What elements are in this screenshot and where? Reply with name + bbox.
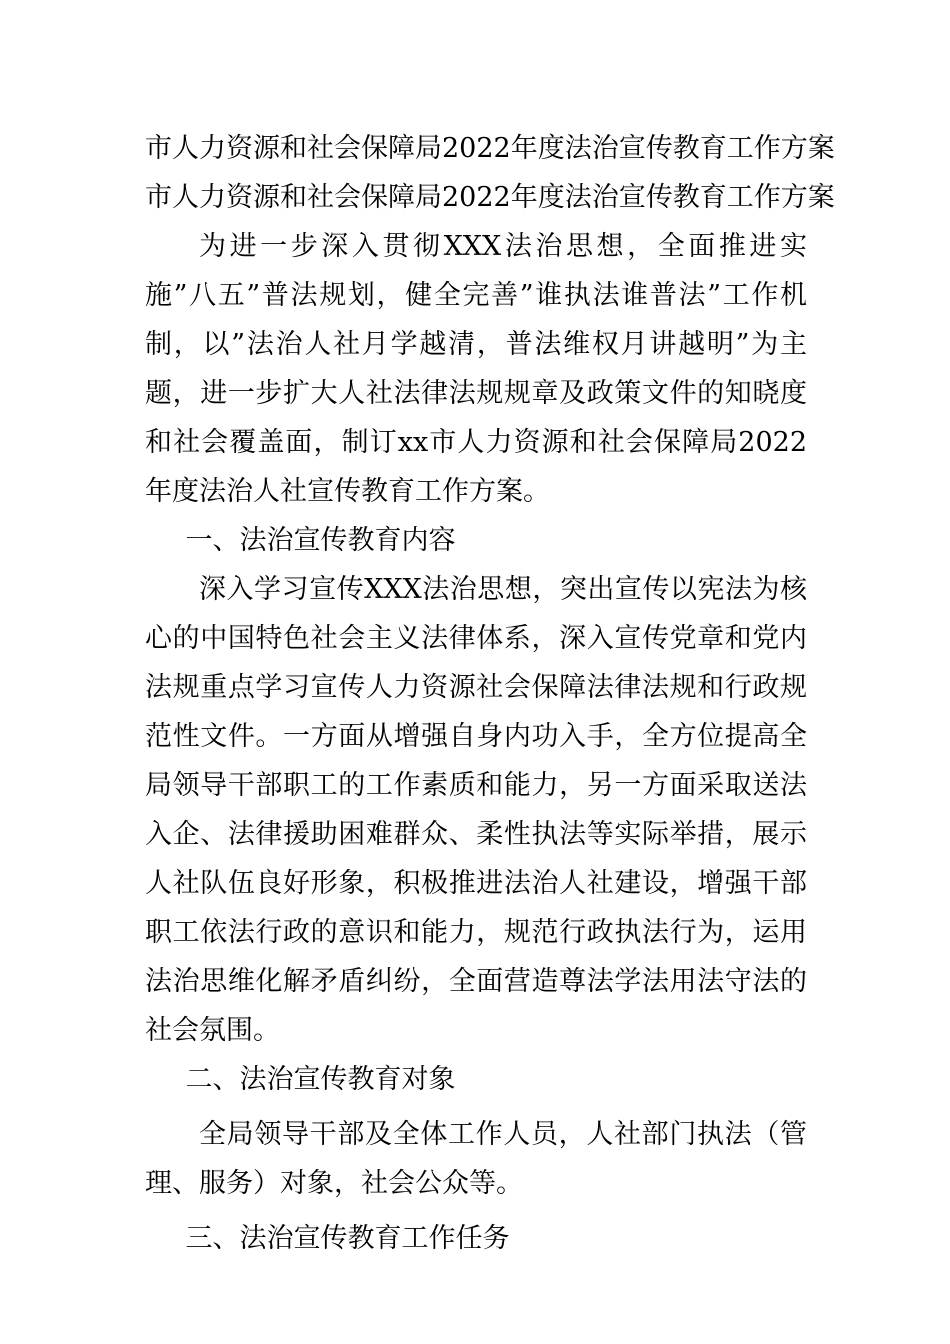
section-heading-content: 一、法治宣传教育内容	[185, 525, 456, 556]
document-title: 市人力资源和社会保障局2022年度法治宣传教育工作方案	[145, 133, 835, 164]
section-body-content: 深入学习宣传XXX法治思想，突出宣传以宪法为核心的中国特色社会主义法律体系，深入宣传党章和党内法规重点学习宣传人力资源社会保障法律法规和行政规范性文件。一方面从增强自身内功入手，全方位提高全局领导干部职工的工作素质和能力，另一方面采取送法入企、法律援助困难群众、柔性执法等实际举措，展示人社队伍良好形象，积极推进法治人社建设，增强干部职工依法行政的意识和能力，规范行政执法行为，运用法治思维化解矛盾纠纷，全面营造尊法学法用法守法的社会氛围。	[145, 574, 807, 1046]
section-body-target: 全局领导干部及全体工作人员，人社部门执法（管理、服务）对象，社会公众等。	[145, 1119, 807, 1199]
intro-paragraph: 为进一步深入贯彻XXX法治思想，全面推进实施”八五”普法规划，健全完善”谁执法谁普法”工作机制，以”法治人社月学越清，普法维权月讲越明”为主题，进一步扩大人社法律法规规章及政策文件的知晓度和社会覆盖面，制订xx市人力资源和社会保障局2022年度法治人社宣传教育工作方案。	[145, 231, 807, 507]
section-heading-target: 二、法治宣传教育对象	[185, 1064, 456, 1095]
section-heading-tasks: 三、法治宣传教育工作任务	[185, 1223, 510, 1254]
document-title-repeat: 市人力资源和社会保障局2022年度法治宣传教育工作方案	[145, 182, 835, 213]
document-body	[145, 124, 835, 1263]
